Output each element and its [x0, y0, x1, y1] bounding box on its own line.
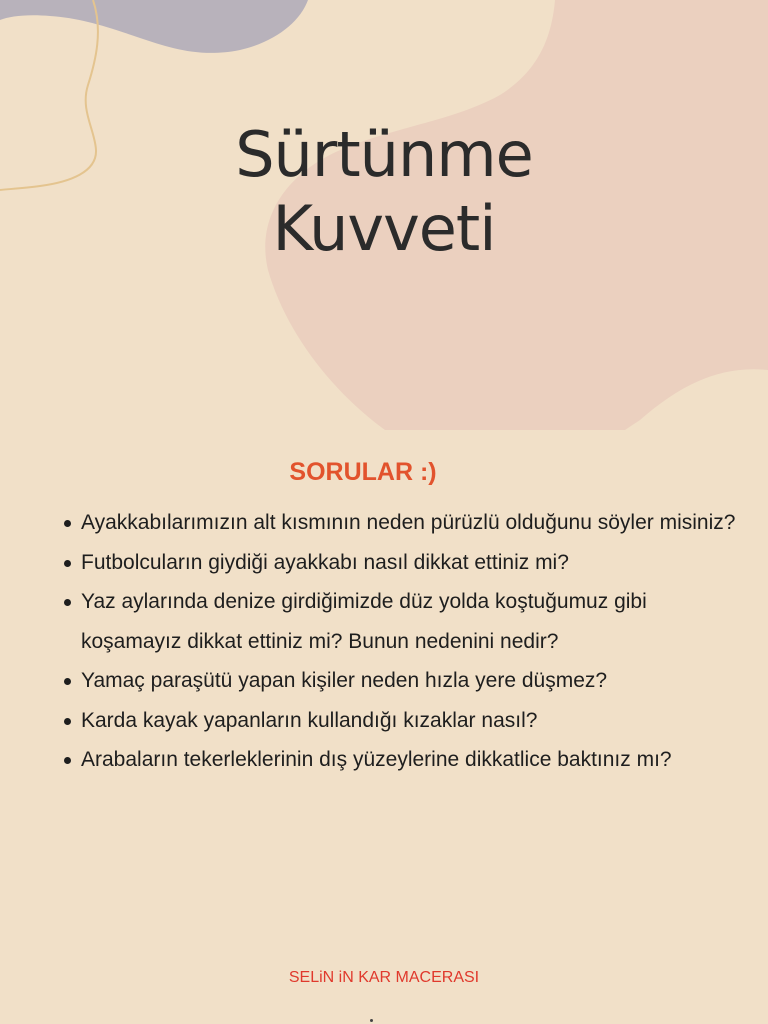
question-item: Karda kayak yapanların kullandığı kızaklar nasıl?	[81, 701, 741, 741]
question-item: Ayakkabılarımızın alt kısmının neden pürüzlü olduğunu söyler misiniz?	[81, 503, 741, 543]
footer-dot	[370, 1019, 373, 1022]
questions-heading: SORULAR :)	[289, 458, 437, 486]
footer-title: SELiN iN KAR MACERASI	[288, 969, 480, 986]
question-item: Futbolcuların giydiği ayakkabı nasıl dikkat ettiniz mi?	[81, 543, 741, 583]
question-item: Yamaç paraşütü yapan kişiler neden hızla yere düşmez?	[81, 661, 741, 701]
gray-blob-shape	[0, 0, 308, 53]
question-item: Yaz aylarında denize girdiğimizde düz yolda koştuğumuz gibi koşamayız dikkat ettiniz mi? Bunun nedenini nedir?	[81, 582, 741, 661]
question-item: Arabaların tekerleklerinin dış yüzeylerine dikkatlice baktınız mı?	[81, 740, 741, 780]
page-title	[0, 118, 768, 266]
question-list	[81, 503, 741, 780]
title-line-2: Kuvveti	[272, 192, 496, 265]
title-line-1: Sürtünme	[235, 118, 533, 191]
